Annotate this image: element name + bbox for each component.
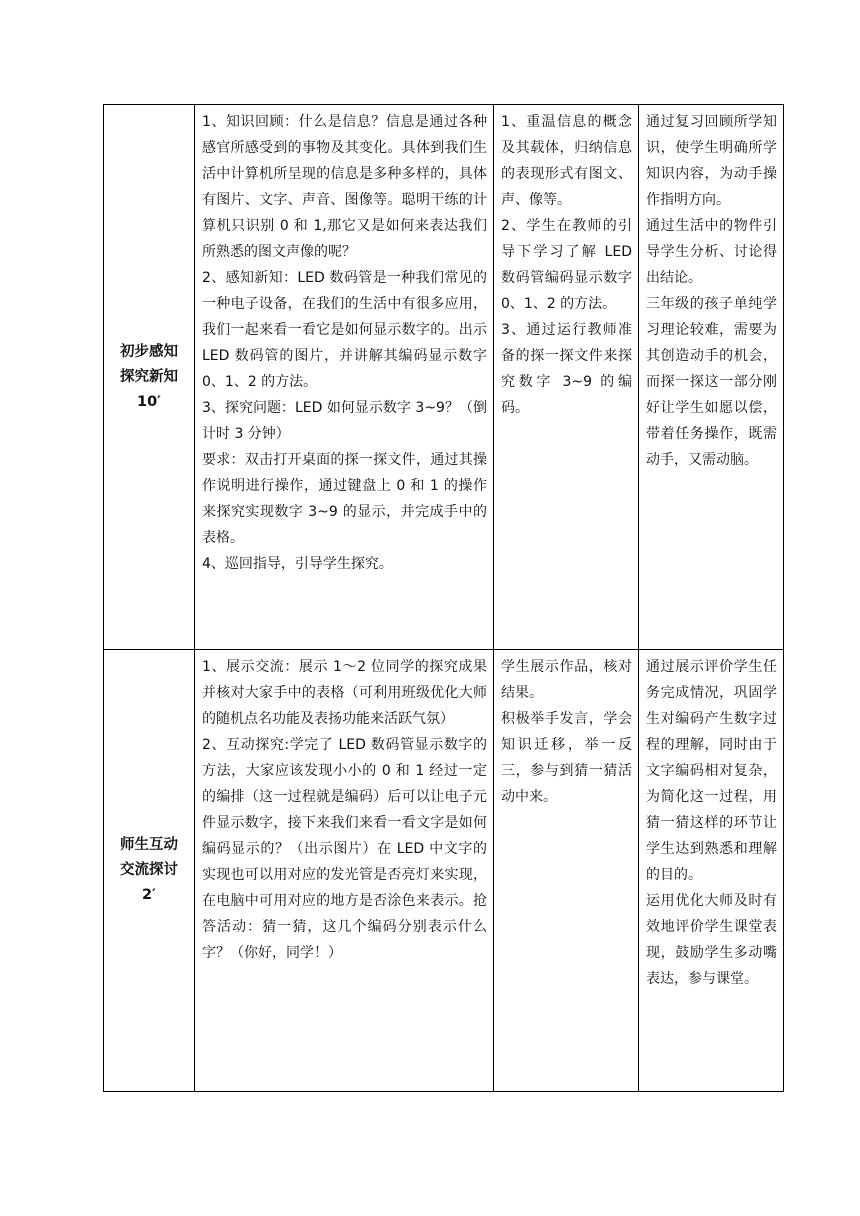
intent-paragraph: 通过生活中的物件引导学生分析、讨论得出结论。: [646, 218, 777, 286]
teacher-paragraph: 3、探究问题：LED 如何显示数字 3~9？（倒计时 3 分钟）: [202, 400, 487, 442]
teacher-paragraph: 2、互动探究:学完了 LED 数码管显示数字的方法，大家应该发现小小的 0 和 1 经过一定的编排（这一过程就是编码）后可以让电子元件显示数字，接下来我们来看一看文字是如何编码显示的？（出示图片）在 LED 中文字的实现也可以用对应的发光管是否亮灯来实现，在电脑中可用对应的地方是否涂色来表示。抢答活动：猜一猜，这几个编码分别表示什么字？（你好，同学！）: [202, 737, 487, 961]
stage-time: 10′: [136, 393, 161, 410]
intent-paragraph: 运用优化大师及时有效地评价学生课堂表现，鼓励学生多动嘴表达，参与课堂。: [646, 893, 777, 987]
stage-name-line1: 师生互动: [120, 837, 178, 853]
intent-paragraph: 三年级的孩子单纯学习理论较难，需要为其创造动手的机会，而探一探这一部分刚好让学生如愿以偿，带着任务操作，既需动手，又需动脑。: [646, 296, 777, 468]
table-row-stage-1: [104, 105, 784, 650]
student-paragraph: 积极举手发言，学会知识迁移，举一反三，参与到猜一猜活动中来。: [501, 711, 632, 805]
stage-time: 2′: [142, 887, 156, 903]
teacher-activity-cell: [195, 650, 494, 1092]
design-intent-cell: [639, 105, 784, 650]
student-paragraph: 学生展示作品，核对结果。: [501, 659, 632, 701]
stage-name-line2: 探究新知: [120, 368, 178, 385]
student-paragraph: 2、学生在教师的引导下学习了解 LED 数码管编码显示数字 0、1、2 的方法。: [501, 218, 632, 312]
intent-paragraph: 通过复习回顾所学知识，使学生明确所学知识内容，为动手操作指明方向。: [646, 114, 777, 208]
teacher-paragraph: 1、展示交流：展示 1～2 位同学的探究成果并核对大家手中的表格（可利用班级优化大师的随机点名功能及表扬功能来活跃气氛）: [202, 659, 487, 727]
intent-paragraph: 通过展示评价学生任务完成情况，巩固学生对编码产生数字过程的理解，同时由于文字编码相对复杂，为简化这一过程，用猜一猜这样的环节让学生达到熟悉和理解的目的。: [646, 659, 777, 883]
teacher-paragraph: 1、知识回顾：什么是信息？信息是通过各种感官所感受到的事物及其变化。具体到我们生活中计算机所呈现的信息是多种多样的，具体有图片、文字、声音、图像等。聪明干练的计算机只识别 0 和 1,那它又是如何来表达我们所熟悉的图文声像的呢？: [202, 114, 487, 260]
teacher-paragraph: 2、感知新知：LED 数码管是一种我们常见的一种电子设备，在我们的生活中有很多应用，我们一起来看一看它是如何显示数字的。出示 LED 数码管的图片，并讲解其编码显示数字 0、1、2 的方法。: [202, 270, 487, 390]
student-activity-cell: [494, 650, 639, 1092]
student-activity-cell: [494, 105, 639, 650]
teacher-activity-cell: [195, 105, 494, 650]
teacher-paragraph: 要求：双击打开桌面的探一探文件，通过其操作说明进行操作，通过键盘上 0 和 1 的操作来探究实现数字 3~9 的显示，并完成手中的表格。: [202, 452, 487, 546]
stage-name-line2: 交流探讨: [120, 862, 178, 878]
table-row-stage-2: [104, 650, 784, 1092]
stage-cell: [104, 650, 195, 1092]
stage-name-line1: 初步感知: [120, 343, 178, 360]
student-paragraph: 1、重温信息的概念及其载体，归纳信息的表现形式有图文、声、像等。: [501, 114, 632, 208]
teacher-paragraph: 4、巡回指导，引导学生探究。: [202, 556, 393, 572]
stage-cell: [104, 105, 195, 650]
lesson-plan-table: [103, 104, 784, 1092]
design-intent-cell: [639, 650, 784, 1092]
student-paragraph: 3、通过运行教师准备的探一探文件来探究数字 3~9 的编码。: [501, 322, 632, 416]
